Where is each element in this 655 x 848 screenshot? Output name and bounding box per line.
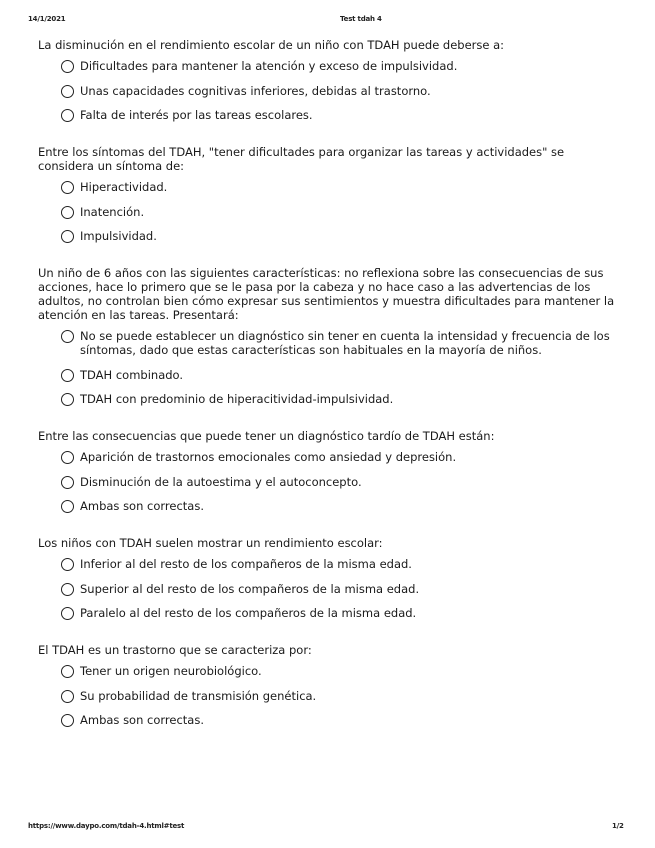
question-text: Entre los síntomas del TDAH, "tener dificultades para organizar las tareas y actividades" se considera un síntoma de: xyxy=(38,145,565,173)
page-url: https://www.daypo.com/tdah-4.html#test xyxy=(28,822,185,830)
answer-option[interactable] xyxy=(61,475,620,489)
answer-option[interactable] xyxy=(61,689,620,703)
option-label: Ambas son correctas. xyxy=(80,499,204,513)
answer-option[interactable] xyxy=(61,392,620,406)
option-label: No se puede establecer un diagnóstico sin tener en cuenta la intensidad y frecuencia de los síntomas, dado que estas características son habituales en la mayoría de niños. xyxy=(80,329,610,357)
option-label: Inatención. xyxy=(80,204,145,219)
radio-button[interactable] xyxy=(61,330,74,343)
option-label: Dificultades para mantener la atención y exceso de impulsividad. xyxy=(80,59,458,73)
option-label: Unas capacidades cognitivas inferiores, debidas al trastorno. xyxy=(80,83,431,98)
quiz-content xyxy=(38,38,620,750)
radio-button[interactable] xyxy=(61,181,74,194)
question-5 xyxy=(38,536,620,620)
answer-option[interactable] xyxy=(61,713,620,727)
question-text: Los niños con TDAH suelen mostrar un rendimiento escolar: xyxy=(38,536,383,550)
question-text: Entre las consecuencias que puede tener un diagnóstico tardío de TDAH están: xyxy=(38,429,495,443)
radio-button[interactable] xyxy=(61,369,74,382)
option-label: TDAH combinado. xyxy=(80,367,184,382)
radio-button[interactable] xyxy=(61,714,74,727)
option-label: Tener un origen neurobiológico. xyxy=(80,664,262,678)
option-label: Su probabilidad de transmisión genética. xyxy=(80,688,317,703)
answer-option[interactable] xyxy=(61,59,620,73)
option-label: Falta de interés por las tareas escolares. xyxy=(80,108,313,122)
answer-option[interactable] xyxy=(61,229,620,243)
answer-option[interactable] xyxy=(61,108,620,122)
option-label: Disminución de la autoestima y el autoconcepto. xyxy=(80,474,362,489)
question-text: Un niño de 6 años con las siguientes características: no reflexiona sobre las consecuencias de sus acciones, hace lo primero que se le pasa por la cabeza y no hace caso a las advertencias de los adultos, no controlan bien cómo expresar sus sentimientos y muestra dificultades para mantener la atención en las tareas. Presentará: xyxy=(38,266,615,322)
radio-button[interactable] xyxy=(61,109,74,122)
question-text: El TDAH es un trastorno que se caracteriza por: xyxy=(38,643,312,657)
answer-option[interactable] xyxy=(61,368,620,382)
radio-button[interactable] xyxy=(61,393,74,406)
radio-button[interactable] xyxy=(61,583,74,596)
option-label: Inferior al del resto de los compañeros de la misma edad. xyxy=(80,557,412,571)
answer-option[interactable] xyxy=(61,664,620,678)
question-3 xyxy=(38,266,620,406)
option-label: Superior al del resto de los compañeros de la misma edad. xyxy=(80,581,420,596)
question-2 xyxy=(38,145,620,243)
option-label: Aparición de trastornos emocionales como ansiedad y depresión. xyxy=(80,450,457,464)
page-title: Test tdah 4 xyxy=(340,15,382,23)
print-date: 14/1/2021 xyxy=(28,15,66,23)
radio-button[interactable] xyxy=(61,665,74,678)
answer-option[interactable] xyxy=(61,84,620,98)
answer-option[interactable] xyxy=(61,180,620,194)
answer-option[interactable] xyxy=(61,329,620,357)
radio-button[interactable] xyxy=(61,607,74,620)
option-label: Hiperactividad. xyxy=(80,180,168,194)
radio-button[interactable] xyxy=(61,60,74,73)
radio-button[interactable] xyxy=(61,558,74,571)
option-label: Paralelo al del resto de los compañeros de la misma edad. xyxy=(80,606,417,620)
radio-button[interactable] xyxy=(61,230,74,243)
question-6 xyxy=(38,643,620,727)
answer-option[interactable] xyxy=(61,499,620,513)
answer-option[interactable] xyxy=(61,582,620,596)
radio-button[interactable] xyxy=(61,85,74,98)
radio-button[interactable] xyxy=(61,476,74,489)
radio-button[interactable] xyxy=(61,206,74,219)
answer-option[interactable] xyxy=(61,557,620,571)
question-4 xyxy=(38,429,620,513)
radio-button[interactable] xyxy=(61,500,74,513)
radio-button[interactable] xyxy=(61,690,74,703)
answer-option[interactable] xyxy=(61,606,620,620)
question-text: La disminución en el rendimiento escolar de un niño con TDAH puede deberse a: xyxy=(38,38,505,52)
option-label: Impulsividad. xyxy=(80,229,157,243)
option-label: Ambas son correctas. xyxy=(80,713,204,727)
option-label: TDAH con predominio de hiperacitividad-impulsividad. xyxy=(80,392,394,406)
radio-button[interactable] xyxy=(61,451,74,464)
answer-option[interactable] xyxy=(61,450,620,464)
answer-option[interactable] xyxy=(61,205,620,219)
question-1 xyxy=(38,38,620,122)
page-number: 1/2 xyxy=(612,822,624,830)
